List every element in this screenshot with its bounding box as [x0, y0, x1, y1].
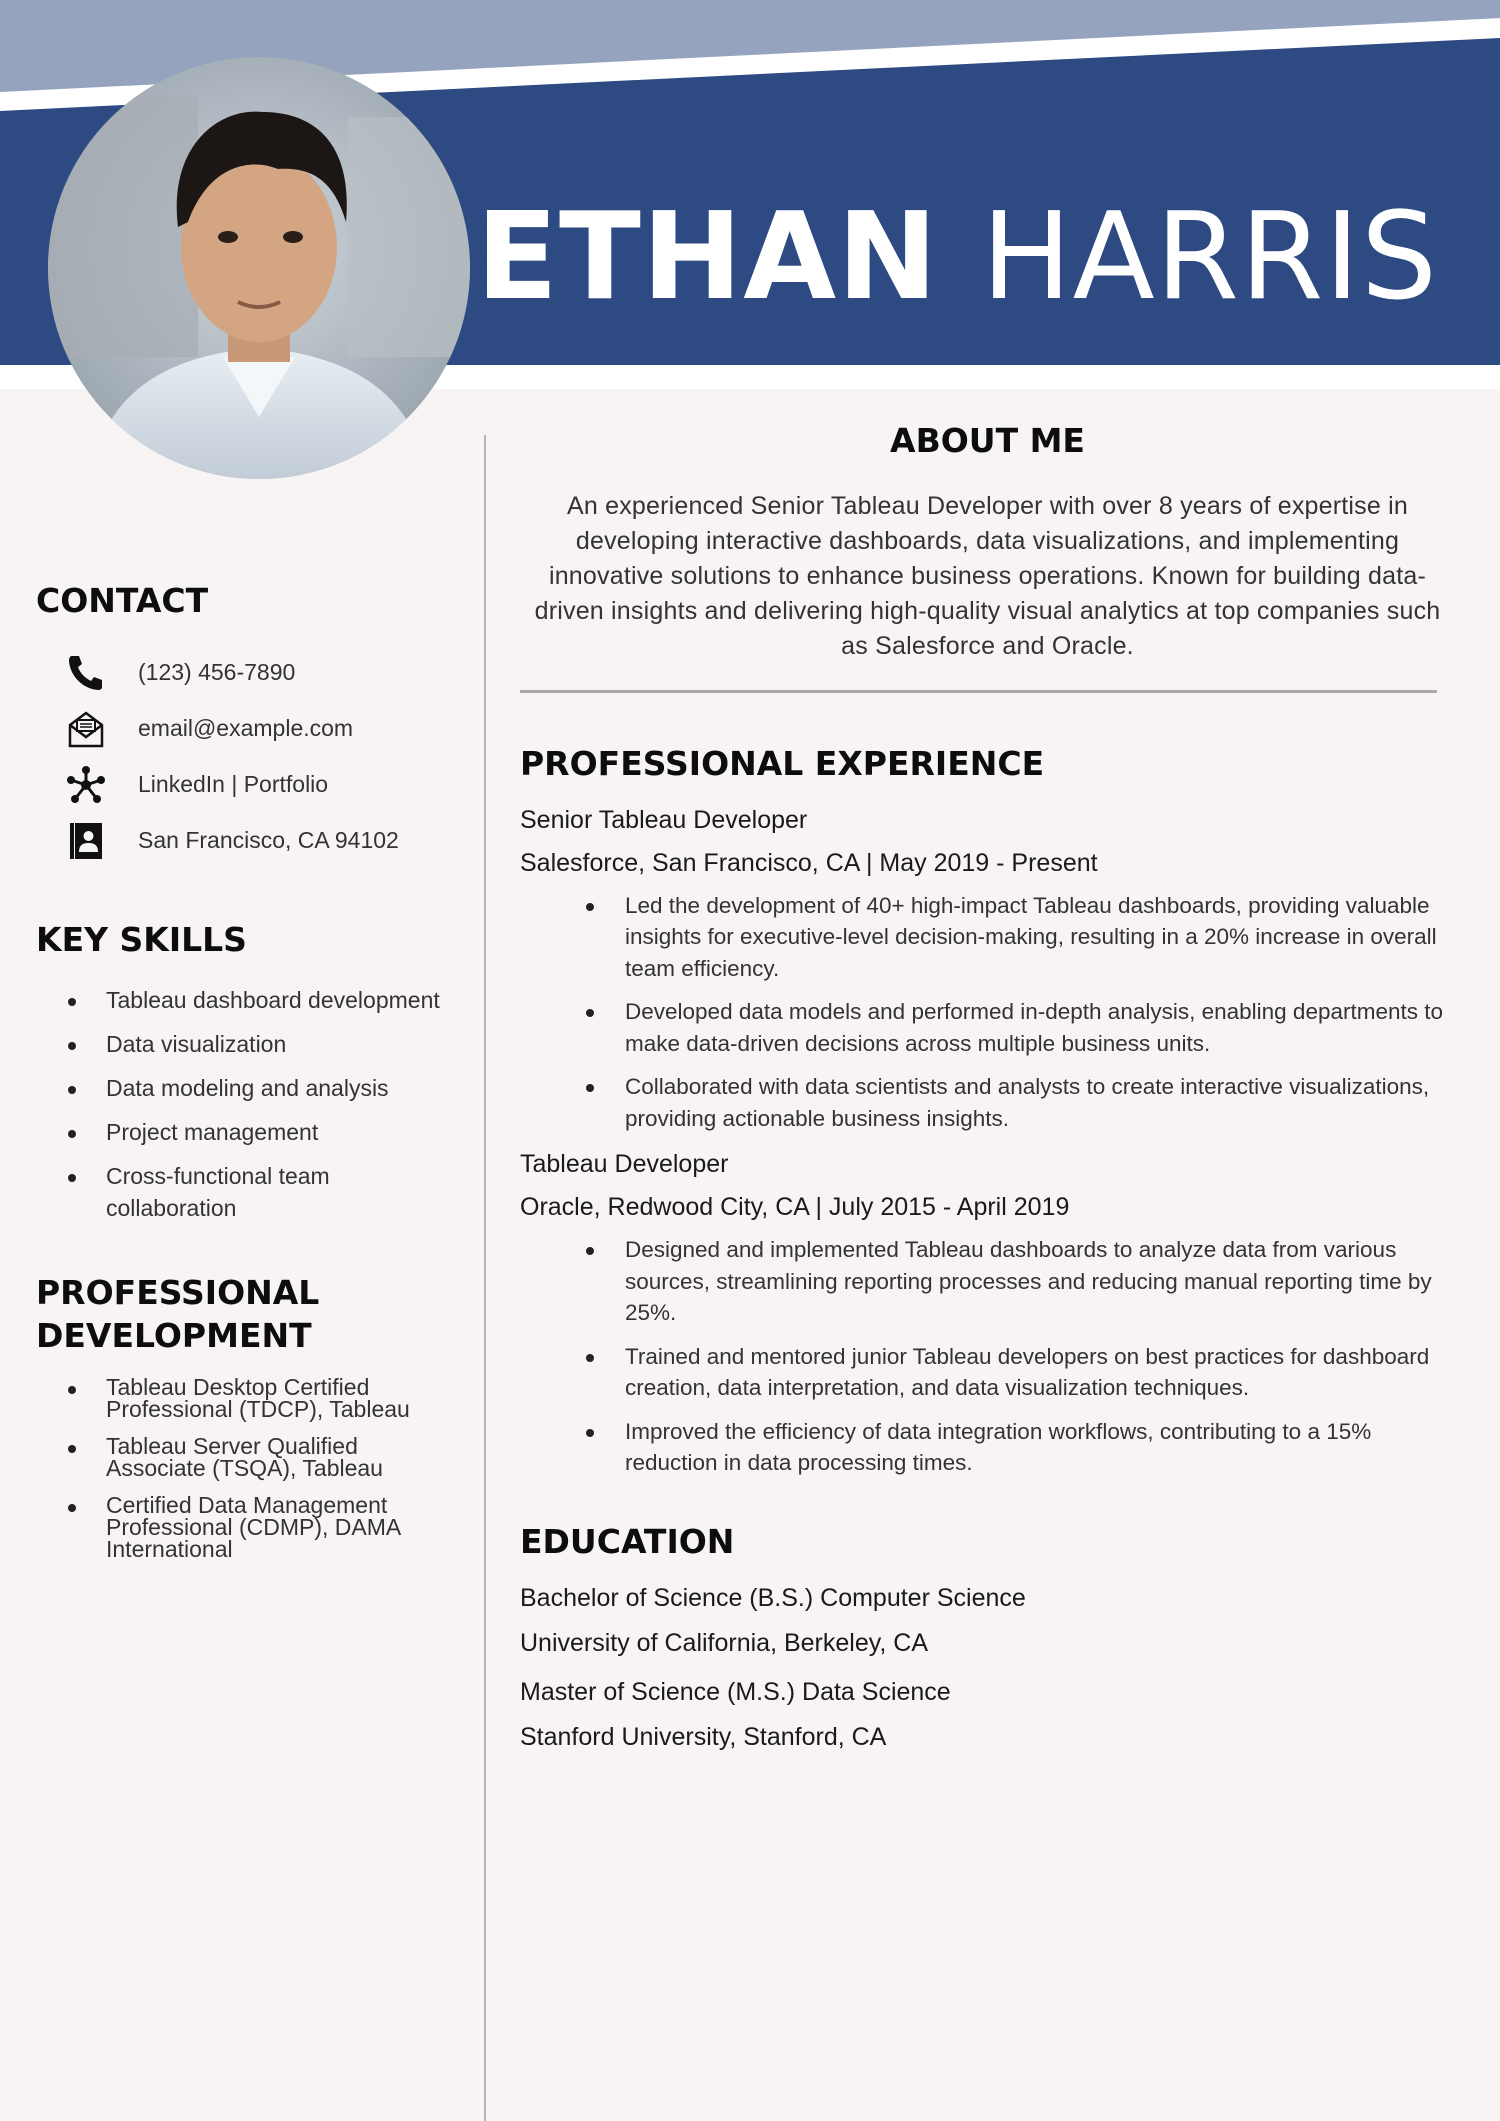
job-entry	[520, 1148, 1455, 1479]
job-bullet: Collaborated with data scientists and analysts to create interactive visualizations, providing actionable business insights.	[520, 1071, 1455, 1134]
contact-card-icon	[64, 819, 108, 863]
education-entry	[520, 1676, 1455, 1754]
job-bullet: Designed and implemented Tableau dashboards to analyze data from various sources, streamlining reporting processes and reducing manual reporting time by 25%.	[520, 1234, 1455, 1329]
contact-email	[36, 701, 446, 757]
skill-item: Cross-functional team collaboration	[36, 1160, 446, 1224]
professional-development-list	[36, 1373, 446, 1562]
email-address: email@example.com	[138, 715, 354, 742]
job-entry	[520, 804, 1455, 1135]
envelope-icon	[64, 707, 108, 751]
contact-heading: CONTACT	[36, 581, 209, 620]
about-me-text: An experienced Senior Tableau Developer with over 8 years of expertise in developing interactive dashboards, data visualizations, and implementing innovative solutions to enhance business operations. Known for building data-driven insights and delivering high-quality visual analytics at top companies such as Salesforce and Oracle.	[534, 491, 1441, 660]
job-bullets	[520, 1234, 1455, 1479]
contact-phone	[36, 645, 446, 701]
skill-item: Data modeling and analysis	[36, 1072, 446, 1104]
certification-item: Certified Data Management Professional (CDMP), DAMA International	[36, 1494, 446, 1560]
job-bullets	[520, 890, 1455, 1135]
contact-links	[36, 757, 446, 813]
phone-icon	[64, 651, 108, 695]
experience-heading: PROFESSIONAL EXPERIENCE	[520, 743, 1045, 783]
address-text: San Francisco, CA 94102	[138, 827, 399, 854]
degree: Bachelor of Science (B.S.) Computer Science	[520, 1583, 1026, 1612]
school: University of California, Berkeley, CA	[520, 1628, 929, 1657]
job-bullet: Led the development of 40+ high-impact Tableau dashboards, providing valuable insights for executive-level decision-making, resulting in a 20% increase in overall team efficiency.	[520, 890, 1455, 985]
certification-item: Tableau Desktop Certified Professional (TDCP), Tableau	[36, 1376, 446, 1420]
section-divider	[520, 690, 1437, 693]
job-bullet: Trained and mentored junior Tableau developers on best practices for dashboard creation, data interpretation, and data visualization techniques.	[520, 1341, 1455, 1404]
about-me-heading: ABOUT ME	[890, 421, 1085, 460]
last-name: HARRIS	[981, 188, 1438, 327]
professional-development-heading: PROFESSIONAL DEVELOPMENT	[36, 1272, 320, 1355]
candidate-name	[476, 188, 1438, 327]
school: Stanford University, Stanford, CA	[520, 1722, 887, 1751]
column-divider	[484, 435, 486, 2121]
job-bullet: Improved the efficiency of data integration workflows, contributing to a 15% reduction in data processing times.	[520, 1416, 1455, 1479]
phone-number: (123) 456-7890	[138, 659, 296, 686]
education-entry	[520, 1582, 1455, 1660]
skill-item: Project management	[36, 1116, 446, 1148]
profile-photo	[48, 57, 470, 479]
first-name: ETHAN	[476, 188, 939, 327]
network-icon	[64, 763, 108, 807]
key-skills-list	[36, 984, 446, 1224]
job-title: Senior Tableau Developer	[520, 805, 808, 834]
job-company-dates: Oracle, Redwood City, CA | July 2015 - April 2019	[520, 1193, 1070, 1222]
skill-item: Tableau dashboard development	[36, 984, 446, 1016]
key-skills-heading: KEY SKILLS	[36, 919, 247, 959]
degree: Master of Science (M.S.) Data Science	[520, 1677, 951, 1706]
job-title: Tableau Developer	[520, 1150, 729, 1179]
job-bullet: Developed data models and performed in-depth analysis, enabling departments to make data-driven decisions across multiple business units.	[520, 996, 1455, 1059]
contact-address	[36, 813, 446, 869]
links-text: LinkedIn | Portfolio	[138, 771, 329, 798]
contact-list	[36, 645, 446, 869]
education-heading: EDUCATION	[520, 1521, 735, 1561]
right-column	[520, 420, 1455, 1754]
job-company-dates: Salesforce, San Francisco, CA | May 2019 - Present	[520, 848, 1098, 877]
skill-item: Data visualization	[36, 1028, 446, 1060]
left-column	[36, 580, 446, 1575]
certification-item: Tableau Server Qualified Associate (TSQA), Tableau	[36, 1435, 446, 1479]
